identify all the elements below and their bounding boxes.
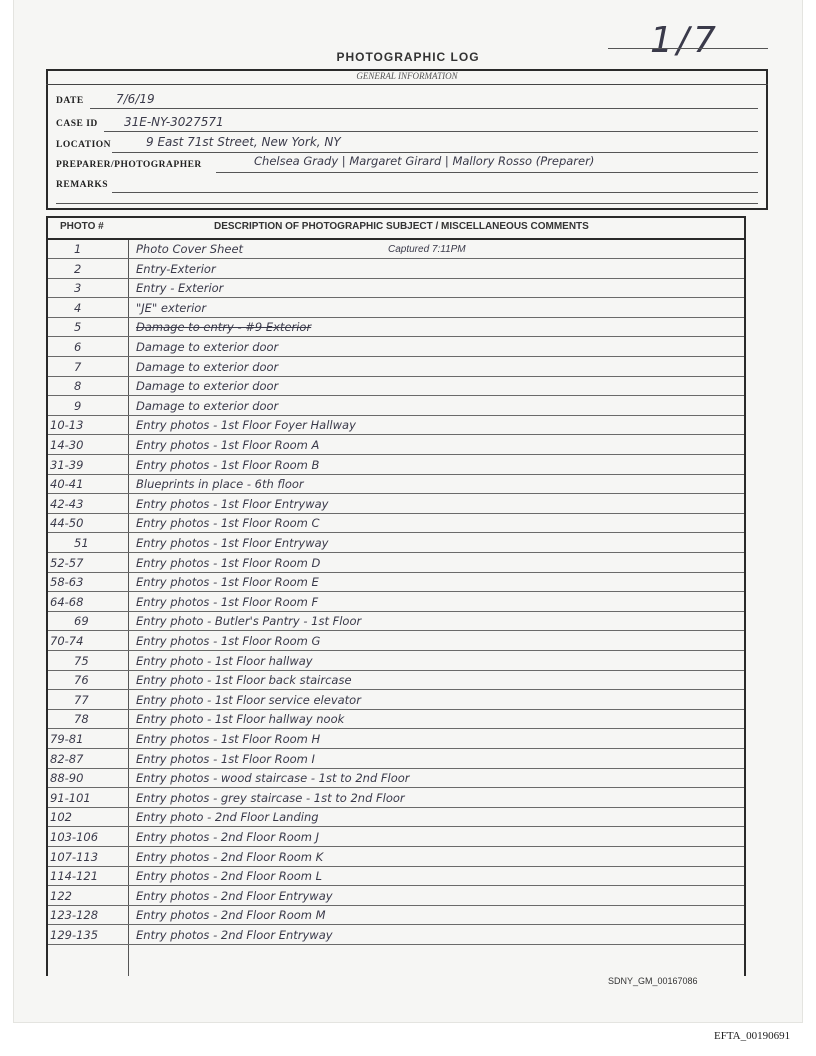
table-row: [48, 652, 744, 671]
table-row: [48, 632, 744, 651]
photo-number: 114-121: [50, 869, 99, 884]
photo-number: 78: [74, 712, 89, 727]
table-row: [48, 456, 744, 475]
date-label: DATE: [56, 96, 84, 106]
photo-description: Damage to entry - #9 Exterior: [136, 320, 312, 335]
photo-description: Entry photos - 1st Floor Room E: [136, 575, 319, 590]
photo-description: Entry photos - 1st Floor Foyer Hallway: [136, 418, 356, 433]
photo-number: 40-41: [50, 477, 84, 492]
table-row: [48, 573, 744, 592]
photo-number: 31-39: [50, 457, 84, 472]
preparer-value: Chelsea Grady | Margaret Girard | Mallory Rosso (Preparer): [254, 154, 595, 168]
photo-number: 88-90: [50, 771, 84, 786]
table-row: [48, 377, 744, 396]
table-row: [48, 808, 744, 827]
location-line: [112, 152, 758, 153]
preparer-line: [216, 172, 758, 173]
table-row: [48, 789, 744, 808]
photo-description: Entry photos - 1st Floor Room B: [136, 457, 320, 472]
photo-number: 79-81: [50, 732, 84, 746]
photo-description: "JE" exterior: [136, 300, 207, 315]
photo-number: 102: [50, 810, 72, 825]
photo-number: 91-101: [50, 790, 91, 805]
capture-time-note: Captured 7:11PM: [388, 244, 466, 255]
table-row: [48, 475, 744, 494]
photo-number: 4: [74, 300, 82, 315]
photo-number: 123-128: [50, 908, 99, 923]
photo-description: Entry photos - 2nd Floor Entryway: [136, 928, 333, 942]
photo-description: Entry photos - 1st Floor Entryway: [136, 496, 329, 511]
table-row: [48, 495, 744, 514]
table-row: [48, 710, 744, 729]
photo-description: Entry photos - 1st Floor Entryway: [136, 536, 329, 550]
photo-number: 107-113: [50, 849, 99, 864]
photo-number: 9: [74, 398, 82, 413]
table-row: [48, 534, 744, 553]
table-row: [48, 593, 744, 612]
general-info-heading: GENERAL INFORMATION: [46, 69, 768, 85]
remarks-line: [112, 192, 758, 193]
photo-description: Blueprints in place - 6th floor: [136, 477, 304, 492]
page-number: 1/7: [650, 20, 720, 61]
table-row: [48, 750, 744, 769]
table-row: [48, 279, 744, 298]
photo-number: 7: [74, 359, 82, 374]
photo-description: Entry photos - wood staircase - 1st to 2nd Floor: [136, 771, 410, 786]
photo-number: 6: [74, 340, 82, 354]
preparer-label: PREPARER/PHOTOGRAPHER: [56, 160, 202, 170]
photo-description: Entry photos - 1st Floor Room I: [136, 751, 315, 766]
table-row: [48, 240, 744, 259]
photo-number: 3: [74, 281, 82, 296]
photo-description: Damage to exterior door: [136, 359, 279, 374]
table-row: [48, 769, 744, 788]
description-header: DESCRIPTION OF PHOTOGRAPHIC SUBJECT / MISCELLANEOUS COMMENTS: [214, 221, 589, 232]
photo-description: Entry photos - 2nd Floor Entryway: [136, 888, 333, 903]
photo-description: Entry photos - 1st Floor Room D: [136, 555, 321, 570]
photo-number: 58-63: [50, 575, 84, 590]
table-row: [48, 828, 744, 847]
table-row: [48, 848, 744, 867]
photo-number: 64-68: [50, 594, 84, 609]
table-row: [48, 671, 744, 690]
photo-description: Entry photo - 1st Floor hallway nook: [136, 712, 345, 727]
photo-number: 76: [74, 673, 89, 688]
table-row: [48, 416, 744, 435]
photo-number: 8: [74, 379, 82, 394]
photo-description: Entry photos - 2nd Floor Room L: [136, 869, 323, 884]
remarks-label: REMARKS: [56, 180, 109, 190]
photo-number: 14-30: [50, 438, 84, 452]
table-row: [48, 358, 744, 377]
photo-number: 5: [74, 320, 82, 335]
photo-number: 103-106: [50, 830, 99, 844]
photo-description: Photo Cover Sheet: [136, 242, 244, 256]
photo-description: Entry photo - 1st Floor back staircase: [136, 673, 352, 688]
photo-description: Entry photo - Butler's Pantry - 1st Floor: [136, 614, 362, 629]
photo-number: 129-135: [50, 928, 99, 942]
table-row: [48, 887, 744, 906]
table-row: [48, 554, 744, 573]
remarks-line-2: [56, 203, 758, 204]
location-value: 9 East 71st Street, New York, NY: [146, 135, 341, 149]
table-row: [48, 730, 744, 749]
case-id-label: CASE ID: [56, 119, 98, 129]
photo-description: Entry photo - 1st Floor hallway: [136, 653, 313, 668]
table-row: [48, 299, 744, 318]
table-row: [48, 318, 744, 337]
photo-description: Entry photos - 1st Floor Room G: [136, 634, 321, 648]
photo-description: Entry-Exterior: [136, 261, 216, 276]
photo-description: Entry photos - 1st Floor Room F: [136, 594, 319, 609]
case-id-line: [104, 131, 758, 132]
date-line: [90, 108, 758, 109]
table-row: [48, 397, 744, 416]
photo-description: Entry photos - 1st Floor Room H: [136, 732, 321, 746]
photo-description: Damage to exterior door: [136, 340, 279, 354]
table-row: [48, 260, 744, 279]
photo-description: Entry photos - 2nd Floor Room K: [136, 849, 324, 864]
photo-number-header: PHOTO #: [60, 221, 104, 232]
photo-description: Entry - Exterior: [136, 281, 224, 296]
photo-description: Entry photos - 1st Floor Room C: [136, 516, 320, 531]
page-number-line: [608, 48, 768, 49]
photo-number: 51: [74, 536, 89, 550]
date-value: 7/6/19: [116, 92, 155, 106]
table-row: [48, 867, 744, 886]
photo-description: Entry photos - 1st Floor Room A: [136, 438, 320, 452]
photo-number: 75: [74, 653, 89, 668]
photo-description: Entry photos - 2nd Floor Room M: [136, 908, 326, 923]
table-row: [48, 926, 744, 945]
photo-number: 77: [74, 692, 89, 707]
table-row: [48, 906, 744, 925]
table-row: [48, 691, 744, 710]
table-row: [48, 514, 744, 533]
page-title: PHOTOGRAPHIC LOG: [336, 50, 480, 64]
photo-number: 82-87: [50, 751, 84, 766]
photo-number: 44-50: [50, 516, 84, 531]
bates-number: SDNY_GM_00167086: [608, 976, 698, 986]
photo-number: 1: [74, 242, 82, 256]
photo-number: 70-74: [50, 634, 84, 648]
photo-number: 69: [74, 614, 89, 629]
table-row: [48, 338, 744, 357]
photo-number: 2: [74, 261, 82, 276]
photo-number: 122: [50, 888, 72, 903]
table-row: [48, 436, 744, 455]
photo-description: Entry photo - 1st Floor service elevator: [136, 692, 361, 707]
efta-number: EFTA_00190691: [714, 1030, 791, 1042]
photo-number: 10-13: [50, 418, 84, 433]
location-label: LOCATION: [56, 140, 112, 150]
photo-description: Entry photos - grey staircase - 1st to 2nd Floor: [136, 790, 405, 805]
photo-description: Damage to exterior door: [136, 398, 279, 413]
photo-description: Entry photos - 2nd Floor Room J: [136, 830, 320, 844]
case-id-value: 31E-NY-3027571: [124, 115, 224, 129]
photo-number: 52-57: [50, 555, 84, 570]
photo-description: Damage to exterior door: [136, 379, 279, 394]
table-row: [48, 612, 744, 631]
photo-number: 42-43: [50, 496, 84, 511]
photo-description: Entry photo - 2nd Floor Landing: [136, 810, 319, 825]
